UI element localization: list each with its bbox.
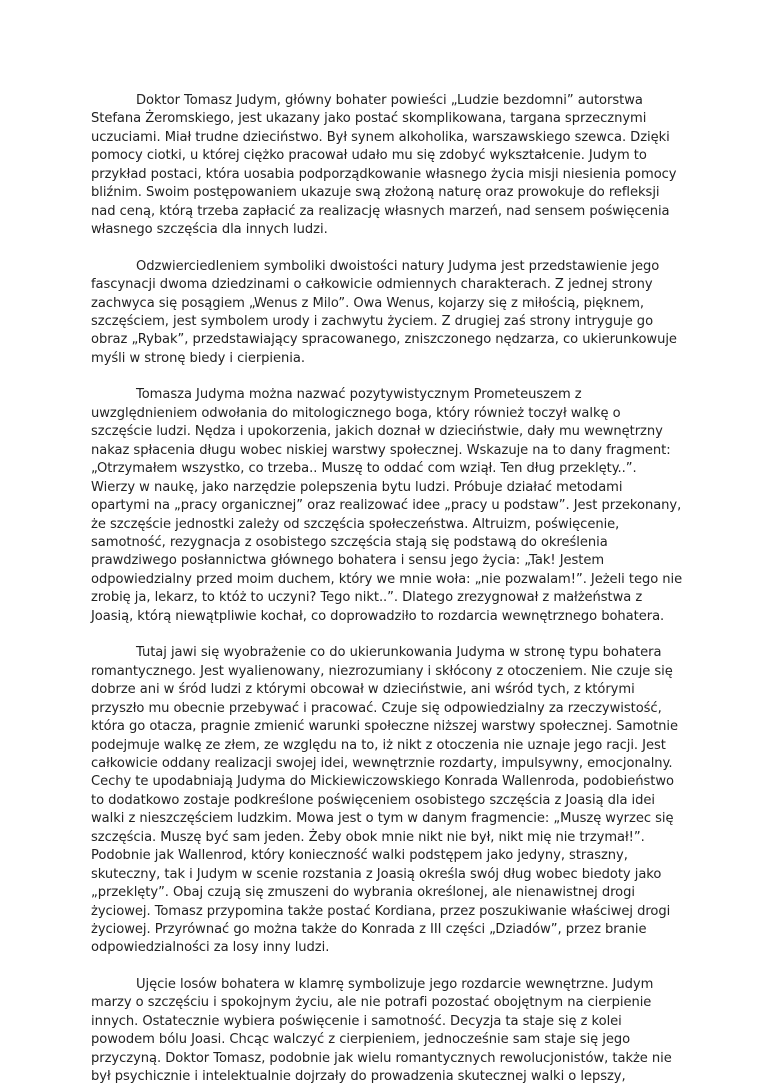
- paragraph-5: Ujęcie losów bohatera w klamrę symbolizuje jego rozdarcie wewnętrzne. Judym marzy o szczęściu i spokojnym życiu, ale nie potrafi pozostać obojętnym na cierpienie innych. Ostatecznie wybiera poświęcenie i samotność. Decyzja ta staje się z kolei powodem bólu Joasi. Chcąc walczyć z cierpieniem, jednocześnie sam staje się jego przyczyną. Doktor Tomasz, podobnie jak wielu romantycznych rewolucjonistów, także nie był psychicznie i intelektualnie dojrzały do prowadzenia skutecznej walki o lepszy,: [91, 976, 672, 1085]
- paragraph-4: Tutaj jawi się wyobrażenie co do ukierunkowania Judyma w stronę typu bohatera romantycznego. Jest wyalienowany, niezrozumiany i skłócony z otoczeniem. Nie czuje się dobrze ani w śród ludzi z którymi obcował w dzieciństwie, ani wśród tych, z którymi przyszło mu obecnie przebywać i pracować. Czuje się odpowiedzialny za rzeczywistość, która go otacza, pragnie zmienić warunki społeczne niższej warstwy społecznej. Samotnie podejmuje walkę ze złem, ze względu na to, iż nikt z otoczenia nie uznaje jego racji. Jest całkowicie oddany realizacji swojej idei, wewnętrznie rozdarty, impulsywny, emocjonalny. Cechy te upodabniają Judyma do Mickiewiczowskiego Konrada Wallenroda, podobieństwo to dodatkowo zostaje podkreślone poświęceniem osobistego szczęścia z Joasią dla idei walki z nieszczęściem ludzkim. Mowa jest o tym w danym fragmencie: „Muszę wyrzec się szczęścia. Muszę być sam jeden. Żeby obok mnie nikt nie był, nikt mię nie trzymał!”. Podobnie jak Wallenrod, który konieczność walki podstępem jako jedyny, straszny, skuteczny, tak i Judym w scenie rozstania z Joasią określa swój dług wobec biedoty jako „przeklęty”. Obaj czują się zmuszeni do wybrania określonej, ale nienawistnej drogi życiowej. Tomasz przypomina także postać Kordiana, przez poszukiwanie właściwej drogi życiowej. Przyrównać go można także do Konrada z III części „Dziadów”, przez branie odpowiedzialności za losy inny ludzi.: [91, 645, 679, 956]
- document-page: [91, 92, 683, 1087]
- paragraph-2: Odzwierciedleniem symboliki dwoistości natury Judyma jest przedstawienie jego fascynacji dwoma dziedzinami o całkowicie odmiennych charakterach. Z jednej strony zachwyca się posągiem „Wenus z Milo”. Owa Wenus, kojarzy się z miłością, pięknem, szczęściem, jest symbolem urody i zachwytu życiem. Z drugiej zaś strony intryguje go obraz „Rybak”, przedstawiający spracowanego, zniszczonego nędzarza, co ukierunkowuje myśli w stronę biedy i cierpienia.: [91, 258, 677, 366]
- paragraph-3: Tomasza Judyma można nazwać pozytywistycznym Prometeuszem z uwzględnieniem odwołania do mitologicznego boga, który również toczył walkę o szczęście ludzi. Nędza i upokorzenia, jakich doznał w dzieciństwie, dały mu wewnętrzny nakaz spłacenia długu wobec niskiej warstwy społecznej. Wskazuje na to dany fragment: „Otrzymałem wszystko, co trzeba.. Muszę to oddać com wziął. Ten dług przeklęty..”. Wierzy w naukę, jako narzędzie polepszenia bytu ludzi. Próbuje działać metodami opartymi na „pracy organicznej” oraz realizować idee „pracy u podstaw”. Jest przekonany, że szczęście jednostki zależy od szczęścia społeczeństwa. Altruizm, poświęcenie, samotność, rezygnacja z osobistego szczęścia stają się podstawą do określenia prawdziwego posłannictwa głównego bohatera i sensu jego życia: „Tak! Jestem odpowiedzialny przed moim duchem, który we mnie woła: „nie pozwalam!”. Jeżeli tego nie zrobię ja, lekarz, to któż to uczyni? Tego nikt..”. Dlatego zrezygnował z małżeństwa z Joasią, którą niewątpliwie kochał, co doprowadziło to rozdarcia wewnętrznego bohatera.: [91, 387, 683, 624]
- paragraph-1: Doktor Tomasz Judym, główny bohater powieści „Ludzie bezdomni” autorstwa Stefana Żeromskiego, jest ukazany jako postać skomplikowana, targana sprzecznymi uczuciami. Miał trudne dzieciństwo. Był synem alkoholika, warszawskiego szewca. Dzięki pomocy ciotki, u której ciężko pracował udało mu się zdobyć wykształcenie. Judym to przykład postaci, która uosabia podporządkowanie własnego życia misji niesienia pomocy bliźnim. Swoim postępowaniem ukazuje swą złożoną naturę oraz prowokuje do refleksji nad ceną, którą trzeba zapłacić za realizację własnych marzeń, nad sensem poświęcenia własnego szczęścia dla innych ludzi.: [91, 93, 677, 238]
